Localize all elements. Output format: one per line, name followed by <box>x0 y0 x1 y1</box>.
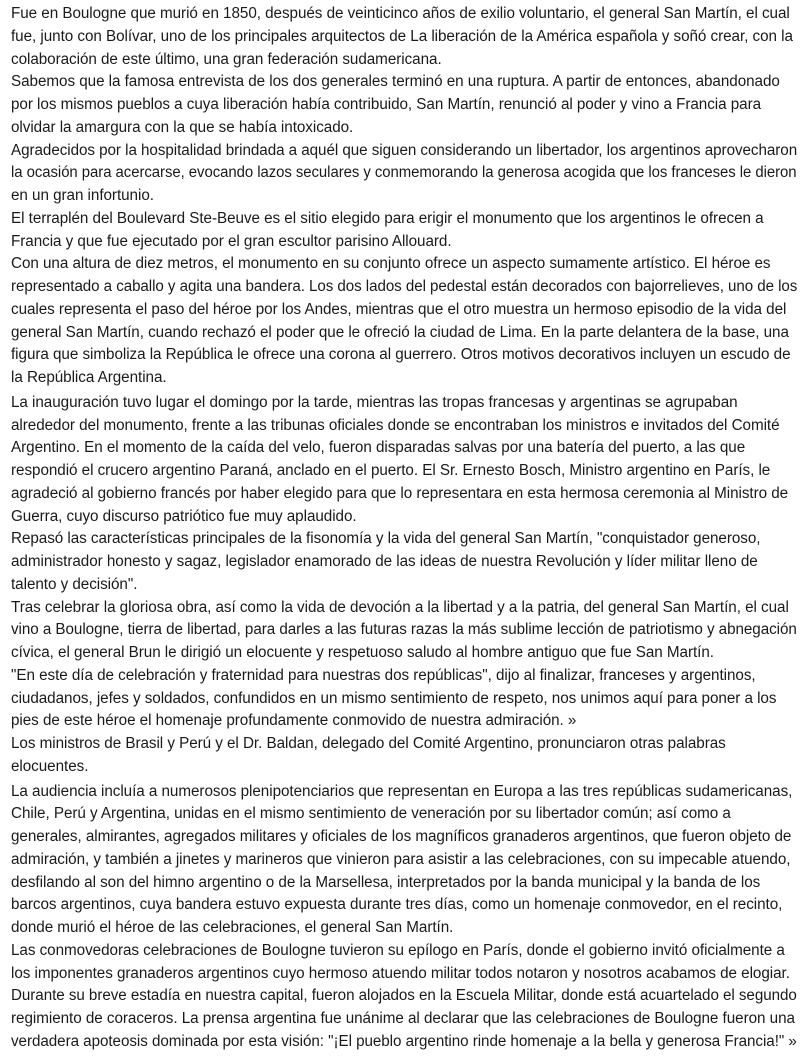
text-line: generales, almirantes, agregados militares y oficiales de los magníficos granaderos argentinos, que fueron objeto de <box>11 828 792 845</box>
text-line: desfilando al son del himno argentino o de la Marsellesa, interpretados por la banda municipal y la banda de los <box>11 873 761 891</box>
text-line: Repasó las características principales de la fisonomía y la vida del general San Martín, "conquistador generoso, <box>11 530 761 548</box>
paragraph <box>11 3 800 71</box>
text-line: figura que simboliza la República le ofrece una corona al guerrero. Otros motivos decorativos incluyen un escudo de <box>11 346 791 364</box>
text-line: colaboración de este último, una gran federación sudamericana. <box>11 50 442 68</box>
paragraph <box>11 781 800 940</box>
text-line: respondió el crucero argentino Paraná, anclado en el puerto. El Sr. Ernesto Bosch, Ministro argentino en París, le <box>11 462 771 479</box>
text-line: admiración, y también a jinetes y marineros que vinieron para asistir a las celebraciones, con su impecable atuendo, <box>11 850 791 868</box>
text-line: Fue en Boulogne que murió en 1850, después de veinticinco años de exilio voluntario, el general San Martín, el cual <box>11 5 790 22</box>
paragraph <box>11 253 800 390</box>
paragraph <box>11 940 800 1054</box>
text-line: ciudadanos, jefes y soldados, confundidos en un mismo sentimiento de respeto, nos unimos aquí para poner a los <box>11 689 777 707</box>
text-line: olvidar la amargura con la que se había intoxicado. <box>11 118 354 136</box>
text-line: Las conmovedoras celebraciones de Boulogne tuvieron su epílogo en París, donde el gobierno invitó oficialmente a <box>11 941 785 959</box>
text-line: regimiento de coraceros. La prensa argentina fue unánime al declarar que las celebraciones de Boulogne fueron una <box>11 1010 795 1027</box>
text-line: la ocasión para acercarse, evocando lazos seculares y conmemorando la generosa acogida que los franceses le dieron <box>11 164 797 182</box>
text-line: alrededor del monumento, frente a las tribunas oficiales donde se encontraban los ministros e invitados del Comité <box>11 416 780 434</box>
paragraph <box>11 208 800 254</box>
text-line: elocuentes. <box>11 757 89 775</box>
text-line: representado a caballo y agita una bandera. Los dos lados del pedestal están decorados con bajorrelieves, uno de los <box>11 278 798 295</box>
paragraph <box>11 528 800 596</box>
text-line: en un gran infortunio. <box>11 187 154 204</box>
text-line: barcos argentinos, cuya bandera estuvo expuesta durante tres días, como un homenaje conmovedor, en el recinto, <box>11 896 783 914</box>
text-line: El terraplén del Boulevard Ste-Beuve es el sitio elegido para erigir el monumento que los argentinos le ofrecen a <box>11 209 764 227</box>
text-line: Con una altura de diez metros, el monumento en su conjunto ofrece un aspecto sumamente artístico. El héroe es <box>11 255 771 273</box>
text-line: administrador honesto y sagaz, legislador enamorado de las ideas de nuestra Revolución y líder militar lleno de <box>11 553 758 570</box>
text-line: pies de este héroe el homenaje profundamente conmovido de nuestra admiración. » <box>11 712 577 730</box>
text-line: La audiencia incluía a numerosos plenipotenciarios que representan en Europa a las tres repúblicas sudamericanas, <box>11 782 793 800</box>
paragraph <box>11 665 800 733</box>
text-line: "En este día de celebración y fraternidad para nuestras dos repúblicas", dijo al finalizar, franceses y argentinos, <box>11 666 756 684</box>
text-line: los imponentes granaderos argentinos cuyo hermoso atuendo militar todos notaron y nosotros acabamos de elogiar. <box>11 964 790 982</box>
text-line: cívica, el general Brun le dirigió un elocuente y respetuoso saludo al hombre antiguo que fue San Martín. <box>11 644 714 661</box>
text-line: Francia y que fue ejecutado por el gran escultor parisino Allouard. <box>11 232 452 250</box>
text-line: general San Martín, cuando rechazó el poder que le ofreció la ciudad de Lima. En la parte delantera de la base, una <box>11 323 789 341</box>
paragraph <box>11 140 800 208</box>
text-line: La inauguración tuvo lugar el domingo por la tarde, mientras las tropas francesas y argentinas se agrupaban <box>11 393 738 411</box>
text-line: fue, junto con Bolívar, uno de los principales arquitectos de La liberación de la América española y soñó crear, con la <box>11 27 793 45</box>
paragraph <box>11 392 800 529</box>
paragraph <box>11 597 800 665</box>
text-line: donde murió el héroe de las celebraciones, el general San Martín. <box>11 919 454 936</box>
text-line: la República Argentina. <box>11 369 167 386</box>
text-line: Durante su breve estadía en nuestra capital, fueron alojados en la Escuela Militar, donde está acuartelado el segundo <box>11 987 797 1005</box>
text-line: vino a Boulogne, tierra de libertad, para darles a las futuras razas la más sublime lección de patriotismo y abnegación <box>11 621 797 639</box>
text-line: cuales representa el paso del héroe por los Andes, mientras que el otro muestra un hermoso episodio de la vida del <box>11 300 787 318</box>
text-line: Tras celebrar la gloriosa obra, así como la vida de devoción a la libertad y a la patria, del general San Martín, el cual <box>11 598 789 616</box>
paragraph <box>11 733 800 779</box>
text-line: talento y decisión". <box>11 575 138 593</box>
paragraph <box>11 71 800 139</box>
text-line: Los ministros de Brasil y Perú y el Dr. Baldan, delegado del Comité Argentino, pronunciaron otras palabras <box>11 735 726 752</box>
text-line: Agradecidos por la hospitalidad brindada a aquél que siguen considerando un libertador, los argentinos aprovecharon <box>11 141 798 159</box>
text-line: Chile, Perú y Argentina, unidas en el mismo sentimiento de veneración por su libertador común; así como a <box>11 805 731 823</box>
text-line: Guerra, cuyo discurso patriótico fue muy aplaudido. <box>11 507 357 525</box>
text-line: agradeció al gobierno francés por haber elegido para que lo representara en esta hermosa ceremonia al Ministro de <box>11 484 789 502</box>
text-line: Argentino. En el momento de la caída del velo, fueron disparadas salvas por una batería del puerto, a las que <box>11 439 746 457</box>
text-line: Sabemos que la famosa entrevista de los dos generales terminó en una ruptura. A partir de entonces, abandonado <box>11 73 780 91</box>
text-line: verdadera apoteosis dominada por esta visión: "¡El pueblo argentino rinde homenaje a la bella y generosa Francia!" » <box>11 1032 797 1050</box>
text-line: por los mismos pueblos a cuya liberación había contribuido, San Martín, renunció al poder y vino a Francia para <box>11 96 762 113</box>
